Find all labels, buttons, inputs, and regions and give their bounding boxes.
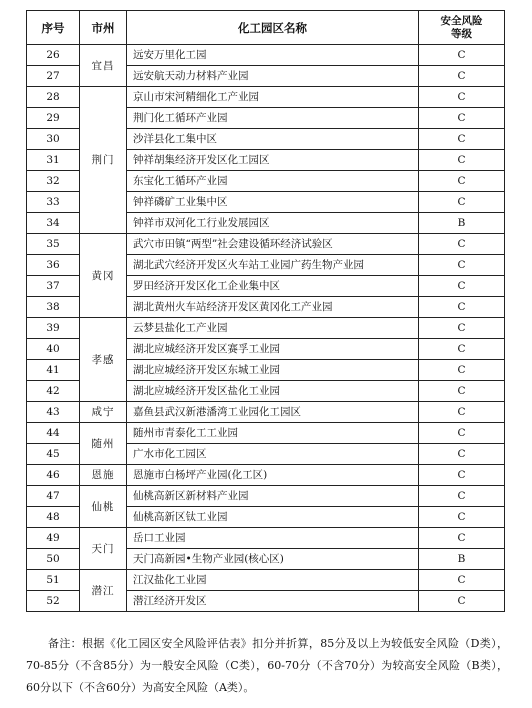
table-body: [27, 45, 505, 612]
table-row: [27, 570, 505, 591]
risk-grade: C: [419, 318, 505, 339]
row-number: 45: [27, 444, 80, 465]
risk-grade: C: [419, 234, 505, 255]
park-name: 嘉鱼县武汉新港潘湾工业园化工园区: [127, 402, 419, 423]
park-name: 京山市宋河精细化工产业园: [127, 87, 419, 108]
park-name: 沙洋县化工集中区: [127, 129, 419, 150]
table-row: [27, 528, 505, 549]
risk-grade: C: [419, 507, 505, 528]
risk-grade: C: [419, 486, 505, 507]
city-cell: 仙桃: [80, 486, 127, 528]
row-number: 27: [27, 66, 80, 87]
city-cell: 天门: [80, 528, 127, 570]
row-number: 42: [27, 381, 80, 402]
header-risk: [419, 11, 505, 45]
park-name: 湖北黄州火车站经济开发区黄冈化工产业园: [127, 297, 419, 318]
row-number: 52: [27, 591, 80, 612]
row-number: 38: [27, 297, 80, 318]
row-number: 29: [27, 108, 80, 129]
row-number: 48: [27, 507, 80, 528]
row-number: 43: [27, 402, 80, 423]
table-row: [27, 234, 505, 255]
footnote: 备注：根据《化工园区安全风险评估表》扣分并折算，85分及以上为较低安全风险（D类），70-85分（不含85分）为一般安全风险（C类），60-70分（不含70分）为较高安全风险（B类），60分以下（不含60分）为高安全风险（A类）。: [26, 637, 508, 694]
risk-table-container: [26, 10, 504, 612]
park-name: 湖北武穴经济开发区火车站工业园广药生物产业园: [127, 255, 419, 276]
risk-grade: C: [419, 66, 505, 87]
park-name: 湖北应城经济开发区东城工业园: [127, 360, 419, 381]
row-number: 30: [27, 129, 80, 150]
city-cell: 孝感: [80, 318, 127, 402]
risk-grade: C: [419, 444, 505, 465]
table-row: [27, 318, 505, 339]
row-number: 35: [27, 234, 80, 255]
risk-grade: C: [419, 339, 505, 360]
park-name: 仙桃高新区新材料产业园: [127, 486, 419, 507]
row-number: 39: [27, 318, 80, 339]
row-number: 44: [27, 423, 80, 444]
table-row: [27, 87, 505, 108]
risk-grade: C: [419, 108, 505, 129]
table-row: [27, 423, 505, 444]
park-name: 钟祥磷矿工业集中区: [127, 192, 419, 213]
risk-grade: C: [419, 276, 505, 297]
row-number: 33: [27, 192, 80, 213]
row-number: 41: [27, 360, 80, 381]
header-risk-line2: 等级: [451, 27, 472, 40]
risk-grade: C: [419, 87, 505, 108]
header-city: 市州: [80, 11, 127, 45]
risk-grade: C: [419, 255, 505, 276]
risk-grade: C: [419, 381, 505, 402]
park-name: 天门高新园•生物产业园(核心区): [127, 549, 419, 570]
risk-grade: C: [419, 465, 505, 486]
park-name: 远安万里化工园: [127, 45, 419, 66]
risk-grade: C: [419, 591, 505, 612]
table-row: [27, 45, 505, 66]
park-name: 江汉盐化工业园: [127, 570, 419, 591]
row-number: 36: [27, 255, 80, 276]
risk-grade: C: [419, 528, 505, 549]
table-row: [27, 465, 505, 486]
park-name: 仙桃高新区钛工业园: [127, 507, 419, 528]
park-name: 罗田经济开发区化工企业集中区: [127, 276, 419, 297]
park-name: 云梦县盐化工产业园: [127, 318, 419, 339]
row-number: 49: [27, 528, 80, 549]
row-number: 28: [27, 87, 80, 108]
park-name: 武穴市田镇“两型”社会建设循环经济试验区: [127, 234, 419, 255]
risk-grade: C: [419, 423, 505, 444]
city-cell: 潜江: [80, 570, 127, 612]
city-cell: 随州: [80, 423, 127, 465]
city-cell: 黄冈: [80, 234, 127, 318]
park-name: 湖北应城经济开发区赛孚工业园: [127, 339, 419, 360]
city-cell: 宜昌: [80, 45, 127, 87]
park-name: 随州市青泰化工工业园: [127, 423, 419, 444]
row-number: 40: [27, 339, 80, 360]
header-name: 化工园区名称: [127, 11, 419, 45]
risk-grade: C: [419, 129, 505, 150]
table-row: [27, 486, 505, 507]
table-row: [27, 402, 505, 423]
city-cell: 恩施: [80, 465, 127, 486]
risk-grade: C: [419, 45, 505, 66]
park-name: 钟祥市双河化工行业发展园区: [127, 213, 419, 234]
risk-grade: C: [419, 192, 505, 213]
risk-grade: C: [419, 150, 505, 171]
row-number: 32: [27, 171, 80, 192]
header-risk-line1: 安全风险: [440, 14, 483, 27]
risk-grade: B: [419, 213, 505, 234]
row-number: 37: [27, 276, 80, 297]
chemical-park-risk-table: [26, 10, 505, 612]
park-name: 湖北应城经济开发区盐化工业园: [127, 381, 419, 402]
row-number: 34: [27, 213, 80, 234]
park-name: 远安航天动力材料产业园: [127, 66, 419, 87]
risk-grade: C: [419, 360, 505, 381]
park-name: 恩施市白杨坪产业园(化工区): [127, 465, 419, 486]
park-name: 东宝化工循环产业园: [127, 171, 419, 192]
risk-grade: C: [419, 402, 505, 423]
park-name: 岳口工业园: [127, 528, 419, 549]
park-name: 荆门化工循环产业园: [127, 108, 419, 129]
risk-grade: B: [419, 549, 505, 570]
city-cell: 荆门: [80, 87, 127, 234]
park-name: 广水市化工园区: [127, 444, 419, 465]
risk-grade: C: [419, 171, 505, 192]
risk-grade: C: [419, 570, 505, 591]
row-number: 26: [27, 45, 80, 66]
city-cell: 咸宁: [80, 402, 127, 423]
row-number: 51: [27, 570, 80, 591]
park-name: 潜江经济开发区: [127, 591, 419, 612]
row-number: 31: [27, 150, 80, 171]
row-number: 50: [27, 549, 80, 570]
park-name: 钟祥胡集经济开发区化工园区: [127, 150, 419, 171]
row-number: 46: [27, 465, 80, 486]
table-header-row: [27, 11, 505, 45]
risk-grade: C: [419, 297, 505, 318]
header-num: 序号: [27, 11, 80, 45]
row-number: 47: [27, 486, 80, 507]
